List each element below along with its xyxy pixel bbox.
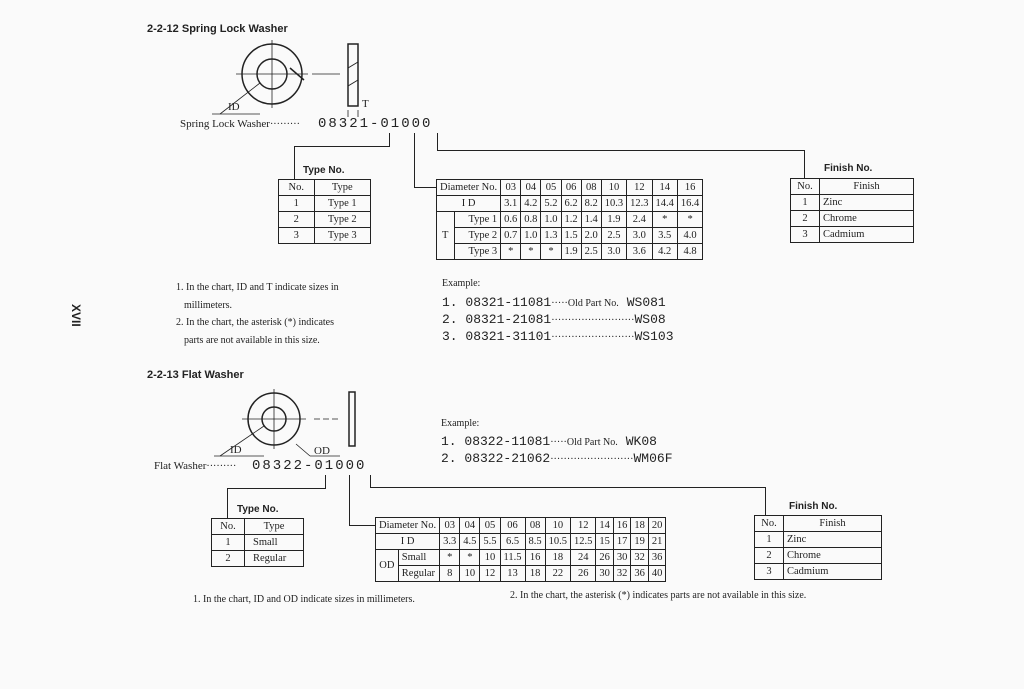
flat-finish-title: Finish No.	[789, 501, 838, 512]
od-value-cell: 26	[596, 550, 614, 566]
t-value-cell: 0.7	[501, 228, 521, 244]
t-value-cell: 1.2	[561, 212, 581, 228]
od-value-cell: 36	[648, 550, 666, 566]
diameter-cell: 16	[677, 180, 702, 196]
diameter-cell: 08	[525, 518, 545, 534]
od-label: OD	[376, 550, 399, 582]
diameter-cell: 14	[652, 180, 677, 196]
diameter-cell: 05	[480, 518, 500, 534]
diameter-cell: 16	[613, 518, 631, 534]
od-value-cell: 32	[613, 566, 631, 582]
t-value-cell: *	[652, 212, 677, 228]
example-code: 2. 08322-21062	[441, 451, 551, 466]
flat-note-2: 2. In the chart, the asterisk (*) indicates parts are not available in this size.	[510, 590, 807, 601]
size-header-label: Diameter No.	[376, 518, 440, 534]
example-dots: ·························	[550, 454, 634, 465]
flat-part-label: Flat Washer·········	[154, 460, 237, 472]
spring-t-label: T	[362, 98, 369, 110]
diameter-cell: 03	[501, 180, 521, 196]
id-value-cell: 5.5	[480, 534, 500, 550]
spring-finish-table: No. Finish 1 Zinc 2 Chrome 3 Cadmium	[790, 178, 914, 243]
example-code: 1. 08321-11081	[442, 295, 552, 310]
flat-size-table	[375, 517, 666, 582]
t-value-cell: *	[521, 244, 541, 260]
od-value-cell: 16	[525, 550, 545, 566]
id-value-cell: 19	[631, 534, 649, 550]
od-value-cell: 36	[631, 566, 649, 582]
od-value-cell: 24	[571, 550, 596, 566]
flat-heading: 2-2-13 Flat Washer	[147, 369, 244, 381]
t-value-cell: *	[501, 244, 521, 260]
t-label: T	[437, 212, 455, 260]
id-value-cell: 15	[596, 534, 614, 550]
id-value-cell: 6.5	[500, 534, 525, 550]
example-code: 1. 08322-11081	[441, 434, 551, 449]
spring-type-title: Type No.	[303, 165, 345, 176]
id-value-cell: 21	[648, 534, 666, 550]
diameter-cell: 05	[541, 180, 561, 196]
old-part-number: WS103	[634, 329, 674, 344]
example-dots: ·························	[551, 315, 635, 326]
spring-finish-title: Finish No.	[824, 163, 873, 174]
example-dots: ·····	[550, 437, 567, 448]
t-value-cell: 1.5	[561, 228, 581, 244]
flat-od-label: OD	[314, 445, 330, 457]
diameter-cell: 06	[561, 180, 581, 196]
t-value-cell: 2.5	[581, 244, 601, 260]
t-row-label: Type 2	[454, 228, 501, 244]
od-value-cell: 18	[545, 550, 570, 566]
flat-example-title: Example:	[441, 418, 480, 429]
t-value-cell: 4.0	[677, 228, 702, 244]
id-value-cell: 12.3	[627, 196, 652, 212]
od-value-cell: 8	[440, 566, 460, 582]
od-value-cell: 11.5	[500, 550, 525, 566]
id-value-cell: 4.2	[521, 196, 541, 212]
id-label: I D	[376, 534, 440, 550]
diameter-cell: 20	[648, 518, 666, 534]
t-value-cell: 0.8	[521, 212, 541, 228]
id-value-cell: 10.3	[601, 196, 626, 212]
spring-notes: 1. In the chart, ID and T indicate sizes in millimeters. 2. In the chart, the asterisk (*) indicates parts are not available in this size.	[176, 282, 339, 346]
id-value-cell: 3.3	[440, 534, 460, 550]
diameter-cell: 12	[627, 180, 652, 196]
example-code: 2. 08321-21081	[442, 312, 552, 327]
t-row-label: Type 1	[454, 212, 501, 228]
od-value-cell: 13	[500, 566, 525, 582]
old-part-number: WM06F	[633, 451, 673, 466]
od-value-cell: 18	[525, 566, 545, 582]
t-value-cell: 2.4	[627, 212, 652, 228]
spring-id-label: ID	[228, 101, 240, 113]
flat-id-label: ID	[230, 444, 242, 456]
od-row-label: Regular	[398, 566, 439, 582]
t-value-cell: 0.6	[501, 212, 521, 228]
od-value-cell: 10	[460, 566, 480, 582]
old-part-number: WS081	[626, 295, 666, 310]
flat-part-number: 08322-01000	[252, 458, 367, 474]
example-line	[442, 293, 674, 310]
size-header-label: Diameter No.	[437, 180, 501, 196]
flat-finish-table: No. Finish 1 Zinc 2 Chrome 3 Cadmium	[754, 515, 882, 580]
id-value-cell: 14.4	[652, 196, 677, 212]
t-value-cell: 3.0	[627, 228, 652, 244]
t-value-cell: 1.0	[541, 212, 561, 228]
id-value-cell: 6.2	[561, 196, 581, 212]
t-value-cell: 1.3	[541, 228, 561, 244]
flat-note-1: 1. In the chart, ID and OD indicate sizes in millimeters.	[193, 594, 415, 605]
diameter-cell: 06	[500, 518, 525, 534]
t-value-cell: 4.8	[677, 244, 702, 260]
t-value-cell: *	[677, 212, 702, 228]
t-value-cell: 3.5	[652, 228, 677, 244]
diameter-cell: 18	[631, 518, 649, 534]
t-value-cell: 1.9	[601, 212, 626, 228]
example-line	[441, 449, 673, 466]
diameter-cell: 08	[581, 180, 601, 196]
flat-type-table: No. Type 1 Small 2 Regular	[211, 518, 304, 567]
od-value-cell: 40	[648, 566, 666, 582]
t-value-cell: 1.4	[581, 212, 601, 228]
id-value-cell: 8.5	[525, 534, 545, 550]
old-part-label: Old Part No.	[566, 437, 618, 448]
id-value-cell: 5.2	[541, 196, 561, 212]
old-part-number: WK08	[625, 434, 657, 449]
od-value-cell: 12	[480, 566, 500, 582]
spring-part-label: Spring Lock Washer·········	[180, 118, 300, 130]
spring-size-table	[436, 179, 703, 260]
example-dots: ·························	[551, 332, 635, 343]
od-value-cell: *	[460, 550, 480, 566]
od-value-cell: 30	[596, 566, 614, 582]
flat-examples	[441, 432, 673, 466]
diameter-cell: 12	[571, 518, 596, 534]
od-value-cell: *	[440, 550, 460, 566]
id-value-cell: 3.1	[501, 196, 521, 212]
id-value-cell: 12.5	[571, 534, 596, 550]
spring-examples	[442, 293, 674, 344]
od-row-label: Small	[398, 550, 439, 566]
old-part-label: Old Part No.	[567, 298, 619, 309]
t-value-cell: 4.2	[652, 244, 677, 260]
example-dots: ·····	[551, 298, 568, 309]
od-value-cell: 26	[571, 566, 596, 582]
t-value-cell: 1.9	[561, 244, 581, 260]
diameter-cell: 04	[521, 180, 541, 196]
spring-example-title: Example:	[442, 278, 481, 289]
example-line	[442, 310, 674, 327]
id-value-cell: 8.2	[581, 196, 601, 212]
t-value-cell: *	[541, 244, 561, 260]
example-code: 3. 08321-31101	[442, 329, 552, 344]
t-row-label: Type 3	[454, 244, 501, 260]
t-value-cell: 2.0	[581, 228, 601, 244]
section-tab: XVII	[69, 304, 83, 327]
spring-type-table: No. Type 1 Type 1 2 Type 2 3 Type 3	[278, 179, 371, 244]
diameter-cell: 10	[545, 518, 570, 534]
od-value-cell: 30	[613, 550, 631, 566]
diameter-cell: 14	[596, 518, 614, 534]
t-value-cell: 2.5	[601, 228, 626, 244]
flat-type-title: Type No.	[237, 504, 279, 515]
example-line	[441, 432, 673, 449]
id-label: I D	[437, 196, 501, 212]
old-part-number: WS08	[634, 312, 666, 327]
diameter-cell: 03	[440, 518, 460, 534]
id-value-cell: 16.4	[677, 196, 702, 212]
t-value-cell: 1.0	[521, 228, 541, 244]
diameter-cell: 10	[601, 180, 626, 196]
t-value-cell: 3.0	[601, 244, 626, 260]
diameter-cell: 04	[460, 518, 480, 534]
od-value-cell: 22	[545, 566, 570, 582]
spring-part-number: 08321-01000	[318, 116, 433, 132]
id-value-cell: 4.5	[460, 534, 480, 550]
id-value-cell: 17	[613, 534, 631, 550]
spring-heading: 2-2-12 Spring Lock Washer	[147, 23, 288, 35]
id-value-cell: 10.5	[545, 534, 570, 550]
od-value-cell: 10	[480, 550, 500, 566]
example-line	[442, 327, 674, 344]
t-value-cell: 3.6	[627, 244, 652, 260]
od-value-cell: 32	[631, 550, 649, 566]
